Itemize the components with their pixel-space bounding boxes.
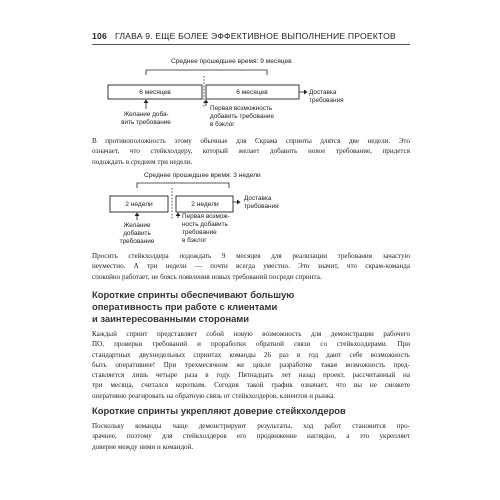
text-line: подождать в среднем три недели.: [92, 157, 193, 166]
diagram2-delivery-arrowhead: [237, 200, 241, 205]
text-line: означает, что стейкхолдеру, который желает добавить новое требование, придется: [92, 147, 410, 156]
diagram2-first-chance-line-3: требование: [182, 229, 217, 236]
text-line: неуместно. А три недели — почти всегда уместно. Это значит, что скрам-команда: [92, 262, 410, 271]
diagram2-desire-line-3: требование: [119, 238, 155, 245]
text-line: Поскольку команды чаще демонстрируют результаты, ход работ становится про-: [92, 422, 410, 430]
chapter-title: ГЛАВА 9. ЕЩЕ БОЛЕЕ ЭФФЕКТИВНОЕ ВЫПОЛНЕНИЕ ПРОЕКТОВ: [114, 31, 396, 41]
text-line: стандартных двухнедельных спринтах команды 26 раз в год дают себе возможность: [92, 350, 410, 359]
text-line: доверие между ними и командой.: [92, 442, 194, 451]
text-line: быть оперативнее! При трехмесячном же цикле разработке такая возможность пред-: [92, 360, 410, 369]
diagram2-time-bracket: [137, 183, 229, 188]
diagram1-box-left-label: 6 месяцев: [139, 89, 171, 96]
diagram2-box-left-label: 2 недели: [125, 201, 153, 208]
text-line: оперативно реагировать на обратную связь от стейкхолдеров, клиентов и рынка.: [92, 391, 336, 400]
text-line: Просить стейкхолдера подождать 9 месяцев для реализации требования зачастую: [92, 252, 410, 260]
text-line: ПО, проверки требований и проработки обратной связи со стейкхолдерами. При: [92, 340, 410, 349]
heading-line: Короткие спринты укрепляют доверие стейкхолдеров: [92, 405, 346, 416]
heading-line: Короткие спринты обеспечивают большую: [92, 289, 295, 300]
section-heading-trust: [92, 405, 410, 417]
text-line: Каждый спринт представляет собой новую возможность для демонстрации рабочего: [92, 330, 410, 338]
diagram2-first-chance-line-4: в бэклог: [182, 237, 207, 244]
diagram1-desire-line-1: Желание доба-: [123, 111, 169, 118]
diagram2-box-right-label: 2 недели: [191, 201, 219, 208]
text-line: В противоположность этому обычные для Скрама спринты длятся две недели. Это: [92, 137, 410, 145]
text-line: ставляется лишь четыре раза в году. Пятнадцать лет назад проект, рассчитанный на: [92, 371, 410, 380]
diagram2-delivery-line-2: требования: [244, 203, 279, 210]
diagram2-desire-line-1: Желание: [123, 222, 151, 229]
text-line: три месяца, считался коротким. Сегодня такой график означает, что вы не сможете: [92, 381, 410, 390]
diagram2-first-chance-line-2: ность добавить: [182, 221, 228, 228]
paragraph-waiting-comparison: [92, 251, 410, 282]
page-number: 106: [92, 31, 107, 41]
text-line: спокойно работает, не боясь появления новых требований посреди спринта.: [92, 272, 322, 281]
heading-line: оперативность при работе с клиентами: [92, 301, 278, 312]
diagram1-desire-line-2: вить требование: [121, 119, 171, 126]
heading-line: и заинтересованными сторонами: [92, 313, 250, 324]
diagram2-delivery-line-1: Доставка: [244, 195, 272, 202]
diagram1-first-chance-line-1: Первая возможность: [210, 105, 273, 112]
text-line: зрачнее, поэтому для стейкхолдеров его продвижение наглядно, а это укрепляет: [92, 432, 410, 441]
diagram1-first-chance-line-3: в бэклог: [210, 121, 235, 128]
diagram2-avg-time: Среднее прошедшее время: 3 недели: [144, 172, 261, 179]
paragraph-transparency: [92, 421, 410, 452]
diagram2-first-chance-arrowhead: [176, 213, 181, 217]
diagram1-delivery-line-1: Доставка: [309, 89, 337, 96]
diagram1-delivery-line-2: требования: [309, 97, 344, 104]
diagram1-box-right-label: 6 месяцев: [236, 89, 268, 96]
section-heading-responsiveness: [92, 289, 410, 325]
diagram2-desire-line-2: добавить: [123, 230, 151, 237]
diagram2-first-chance-line-1: Первая возмож-: [182, 213, 230, 220]
diagram1-first-chance-line-2: добавить требование: [210, 113, 275, 120]
diagram2-desire-arrowhead: [135, 213, 140, 217]
diagram1-avg-time: Среднее прошедшее время: 9 месяцев: [171, 58, 292, 65]
paragraph-sprint-opportunities: [92, 329, 410, 401]
